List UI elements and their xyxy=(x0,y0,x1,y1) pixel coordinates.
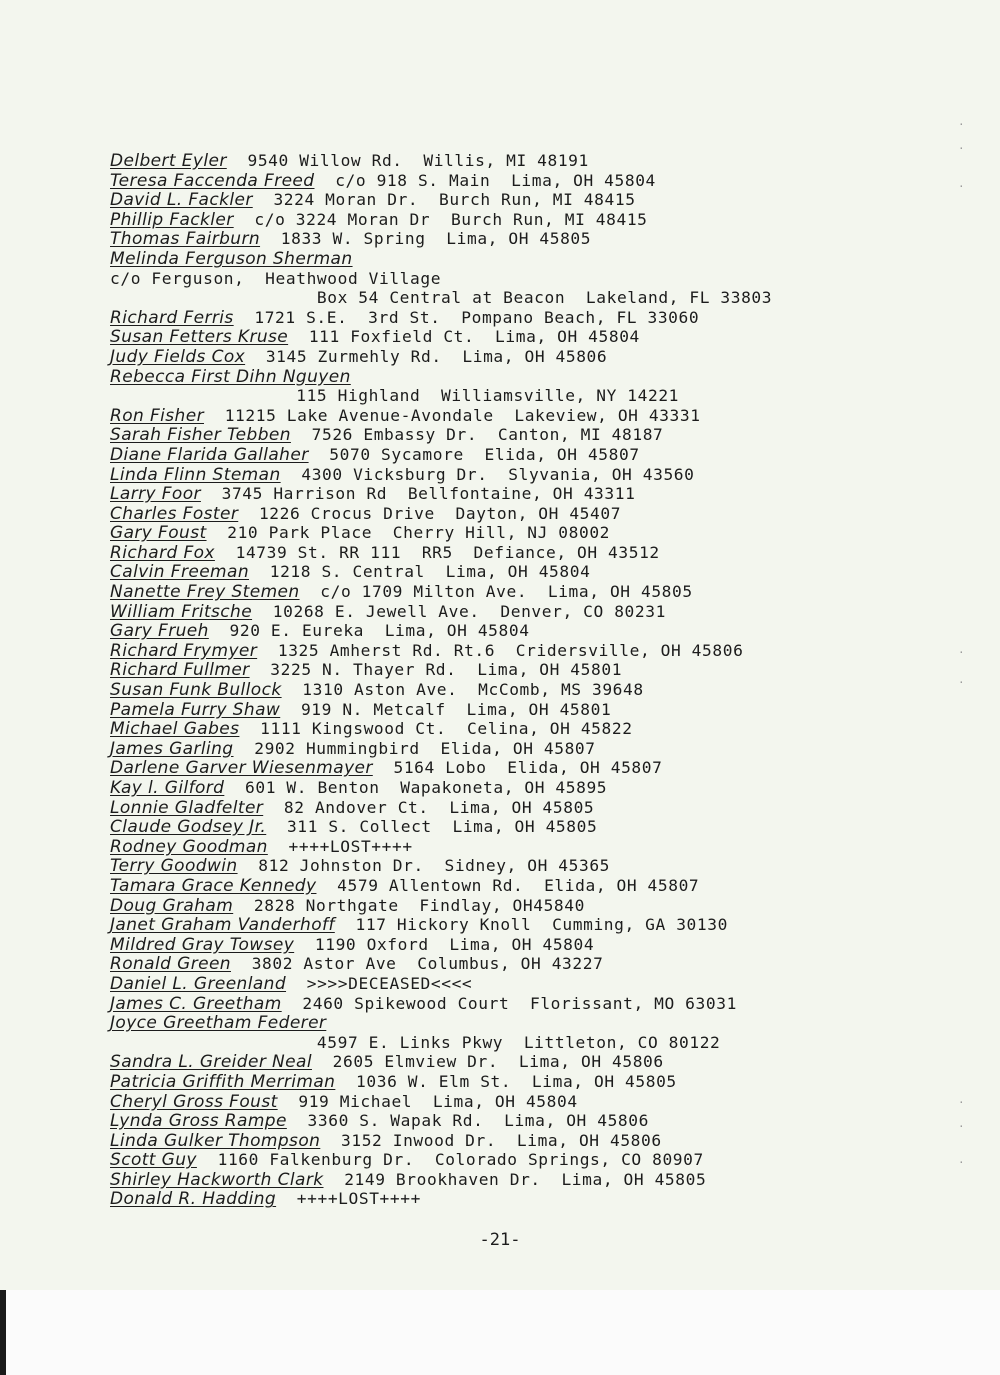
entry-address: c/o Ferguson, Heathwood Village xyxy=(110,268,442,288)
entry-name: Pamela Furry Shaw xyxy=(110,699,281,720)
entry-name: Nanette Frey Stemen xyxy=(110,582,300,603)
entry-address: 1036 W. Elm St. Lima, OH 45805 xyxy=(356,1071,677,1091)
entry-name: Richard Fullmer xyxy=(110,660,250,681)
directory-entry xyxy=(110,915,990,935)
margin-mark: · xyxy=(958,676,965,689)
directory-entry xyxy=(110,445,990,465)
entry-address: 919 Michael Lima, OH 45804 xyxy=(298,1091,578,1111)
entry-address: 1226 Crocus Drive Dayton, OH 45407 xyxy=(258,503,622,523)
directory-entry xyxy=(110,1092,990,1112)
entry-address: 1160 Falkenburg Dr. Colorado Springs, CO 80907 xyxy=(217,1150,704,1170)
directory-entry xyxy=(110,1170,990,1190)
entry-name: Gary Foust xyxy=(110,523,207,544)
directory-entry xyxy=(110,758,990,778)
directory-entry xyxy=(110,190,990,210)
directory-entry xyxy=(110,660,990,680)
directory-entry xyxy=(110,327,990,347)
entry-name: Teresa Faccenda Freed xyxy=(110,170,315,191)
entry-address: 3145 Zurmehly Rd. Lima, OH 45806 xyxy=(265,346,608,366)
entry-address: 1325 Amherst Rd. Rt.6 Cridersville, OH 45806 xyxy=(277,640,744,660)
scan-edge xyxy=(0,1290,6,1375)
entry-address: c/o 3224 Moran Dr Burch Run, MI 48415 xyxy=(254,209,648,229)
entry-address: 2149 Brookhaven Dr. Lima, OH 45805 xyxy=(344,1169,707,1189)
margin-mark: · xyxy=(958,1096,965,1109)
entry-name: Richard Ferris xyxy=(110,307,234,328)
directory-entry xyxy=(110,837,990,857)
entry-address: 920 E. Eureka Lima, OH 45804 xyxy=(229,621,530,641)
directory-entry xyxy=(110,974,990,994)
directory-entry xyxy=(110,465,990,485)
directory-entry xyxy=(110,151,990,171)
entry-address: 1833 W. Spring Lima, OH 45805 xyxy=(280,229,592,249)
directory-entry xyxy=(110,994,990,1014)
entry-name: Gary Frueh xyxy=(110,621,209,642)
entry-name: Lonnie Gladfelter xyxy=(110,797,264,818)
entry-name: Phillip Fackler xyxy=(110,209,234,230)
entry-name: Donald R. Hadding xyxy=(110,1189,277,1210)
directory-entry xyxy=(110,347,990,367)
entry-address: 2460 Spikewood Court Florissant, MO 63031 xyxy=(302,993,737,1013)
page-number: -21- xyxy=(479,1230,521,1250)
entry-name: Delbert Eyler xyxy=(110,151,227,171)
directory-entry xyxy=(110,1013,990,1033)
entry-name: Shirley Hackworth Clark xyxy=(110,1169,324,1190)
directory-entry xyxy=(110,1072,990,1092)
entry-address: 2605 Elmview Dr. Lima, OH 45806 xyxy=(332,1052,664,1072)
entry-address: 919 N. Metcalf Lima, OH 45801 xyxy=(300,699,612,719)
directory-entry xyxy=(110,582,990,602)
entry-address: 4579 Allentown Rd. Elida, OH 45807 xyxy=(337,875,700,895)
directory-entry xyxy=(110,700,990,720)
directory-entry xyxy=(110,425,990,445)
margin-mark: · xyxy=(958,142,965,155)
entry-address: 1310 Aston Ave. McComb, MS 39648 xyxy=(302,680,644,700)
entry-address: 117 Hickory Knoll Cumming, GA 30130 xyxy=(355,915,728,935)
directory-entry xyxy=(110,856,990,876)
entry-name: Thomas Fairburn xyxy=(110,229,261,250)
entry-address: 812 Johnston Dr. Sidney, OH 45365 xyxy=(258,856,611,876)
entry-address: 311 S. Collect Lima, OH 45805 xyxy=(286,817,598,837)
entry-address: 9540 Willow Rd. Willis, MI 48191 xyxy=(247,151,589,170)
directory-entry xyxy=(110,876,990,896)
entry-name: Judy Fields Cox xyxy=(110,346,246,367)
entry-name: Richard Frymyer xyxy=(110,640,258,661)
scan-margin xyxy=(0,1290,1000,1375)
entry-address: 3225 N. Thayer Rd. Lima, OH 45801 xyxy=(270,660,623,680)
directory-entry xyxy=(110,308,990,328)
entry-address: 1111 Kingswood Ct. Celina, OH 45822 xyxy=(260,719,633,739)
directory-entry xyxy=(110,504,990,524)
directory-entry xyxy=(110,269,990,289)
entry-name: James Garling xyxy=(110,738,234,759)
margin-mark: · xyxy=(958,1156,965,1169)
entry-address: 82 Andover Ct. Lima, OH 45805 xyxy=(283,797,595,817)
margin-mark: · xyxy=(958,180,965,193)
entry-name: Sandra L. Greider Neal xyxy=(110,1052,312,1073)
directory-entry xyxy=(110,484,990,504)
entry-address: 4597 E. Links Pkwy Littleton, CO 80122 xyxy=(110,1032,721,1052)
entry-name: Michael Gabes xyxy=(110,719,240,740)
entry-address: ++++LOST++++ xyxy=(288,836,413,856)
directory-entry xyxy=(110,935,990,955)
directory-entry xyxy=(110,817,990,837)
entry-name: Darlene Garver Wiesenmayer xyxy=(110,758,373,779)
entry-address: 601 W. Benton Wapakoneta, OH 45895 xyxy=(245,778,608,797)
entry-name: Janet Graham Vanderhoff xyxy=(110,915,335,936)
entry-address: 3360 S. Wapak Rd. Lima, OH 45806 xyxy=(307,1111,649,1131)
entry-name: William Fritsche xyxy=(110,601,253,622)
entry-address: 2828 Northgate Findlay, OH45840 xyxy=(253,895,585,915)
directory-entry xyxy=(110,621,990,641)
entry-name: Joyce Greetham Federer xyxy=(110,1013,327,1034)
entry-name: Charles Foster xyxy=(110,503,239,524)
entry-name: Cheryl Gross Foust xyxy=(110,1091,278,1112)
entry-address: 115 Highland Williamsville, NY 14221 xyxy=(110,386,680,406)
entry-name: Mildred Gray Towsey xyxy=(110,934,295,955)
entry-address: 3224 Moran Dr. Burch Run, MI 48415 xyxy=(273,190,636,210)
entry-address: c/o 918 S. Main Lima, OH 45804 xyxy=(335,170,656,190)
directory-entry xyxy=(110,798,990,818)
entry-name: Kay l. Gilford xyxy=(110,778,225,798)
entry-name: Scott Guy xyxy=(110,1150,197,1171)
entry-name: Ron Fisher xyxy=(110,405,204,426)
entry-name: Lynda Gross Rampe xyxy=(110,1111,287,1132)
entry-name: Claude Godsey Jr. xyxy=(110,817,267,838)
entry-name: Linda Gulker Thompson xyxy=(110,1130,321,1151)
directory-list xyxy=(110,151,990,1209)
directory-entry xyxy=(110,680,990,700)
margin-mark: · xyxy=(958,118,965,131)
directory-entry xyxy=(110,954,990,974)
entry-name: Patricia Griffith Merriman xyxy=(110,1071,336,1092)
entry-address: 1721 S.E. 3rd St. Pompano Beach, FL 33060 xyxy=(254,307,700,327)
entry-name: Terry Goodwin xyxy=(110,856,238,877)
entry-address: 3152 Inwood Dr. Lima, OH 45806 xyxy=(341,1130,662,1150)
entry-name: Susan Fetters Kruse xyxy=(110,327,289,348)
entry-name: Rodney Goodman xyxy=(110,836,268,857)
directory-entry xyxy=(110,778,990,798)
directory-entry xyxy=(110,739,990,759)
entry-name: Linda Flinn Steman xyxy=(110,464,281,485)
entry-name: Sarah Fisher Tebben xyxy=(110,425,291,446)
directory-entry xyxy=(110,386,990,406)
directory-entry xyxy=(110,1052,990,1072)
directory-entry xyxy=(110,543,990,563)
entry-address: 3745 Harrison Rd Bellfontaine, OH 43311 xyxy=(221,484,636,504)
entry-address: 111 Foxfield Ct. Lima, OH 45804 xyxy=(308,327,640,347)
entry-address: 10268 E. Jewell Ave. Denver, CO 80231 xyxy=(272,601,666,621)
entry-address: Box 54 Central at Beacon Lakeland, FL 33803 xyxy=(110,288,773,308)
directory-entry xyxy=(110,523,990,543)
entry-address: c/o 1709 Milton Ave. Lima, OH 45805 xyxy=(320,582,693,602)
entry-address: 210 Park Place Cherry Hill, NJ 08002 xyxy=(227,523,611,543)
directory-entry xyxy=(110,1033,990,1053)
directory-entry xyxy=(110,171,990,191)
entry-name: Daniel L. Greenland xyxy=(110,973,287,994)
entry-name: Diane Flarida Gallaher xyxy=(110,444,309,465)
directory-entry xyxy=(110,602,990,622)
entry-name: Tamara Grace Kennedy xyxy=(110,875,317,896)
directory-entry xyxy=(110,562,990,582)
directory-entry xyxy=(110,1131,990,1151)
entry-name: Melinda Ferguson Sherman xyxy=(110,248,353,269)
entry-address: 5070 Sycamore Elida, OH 45807 xyxy=(329,444,640,464)
entry-name: Larry Foor xyxy=(110,484,201,505)
entry-address: >>>>DECEASED<<<< xyxy=(306,973,473,993)
entry-address: 4300 Vicksburg Dr. Slyvania, OH 43560 xyxy=(301,464,695,484)
entry-address: 11215 Lake Avenue-Avondale Lakeview, OH 43331 xyxy=(224,405,701,425)
directory-entry xyxy=(110,719,990,739)
entry-name: Rebecca First Dihn Nguyen xyxy=(110,366,351,387)
directory-entry xyxy=(110,229,990,249)
entry-address: 5164 Lobo Elida, OH 45807 xyxy=(393,758,663,778)
margin-mark: · xyxy=(958,646,965,659)
directory-entry xyxy=(110,210,990,230)
entry-name: David L. Fackler xyxy=(110,190,253,211)
directory-entry xyxy=(110,367,990,387)
directory-entry xyxy=(110,1111,990,1131)
entry-name: James C. Greetham xyxy=(110,993,282,1014)
entry-address: ++++LOST++++ xyxy=(296,1189,421,1209)
entry-address: 7526 Embassy Dr. Canton, MI 48187 xyxy=(311,425,664,445)
directory-entry xyxy=(110,288,990,308)
margin-mark: · xyxy=(958,1120,965,1133)
directory-entry xyxy=(110,896,990,916)
entry-address: 1218 S. Central Lima, OH 45804 xyxy=(269,562,591,582)
entry-name: Ronald Green xyxy=(110,954,231,975)
entry-name: Calvin Freeman xyxy=(110,562,250,583)
entry-address: 2902 Hummingbird Elida, OH 45807 xyxy=(254,738,596,758)
entry-name: Doug Graham xyxy=(110,895,234,916)
entry-address: 1190 Oxford Lima, OH 45804 xyxy=(314,934,595,954)
entry-address: 3802 Astor Ave Columbus, OH 43227 xyxy=(251,954,604,974)
directory-entry xyxy=(110,406,990,426)
directory-entry xyxy=(110,641,990,661)
entry-address: 14739 St. RR 111 RR5 Defiance, OH 43512 xyxy=(235,542,660,562)
entry-name: Richard Fox xyxy=(110,542,215,563)
directory-entry xyxy=(110,1189,990,1209)
directory-entry xyxy=(110,249,990,269)
entry-name: Susan Funk Bullock xyxy=(110,680,282,701)
directory-entry xyxy=(110,1150,990,1170)
